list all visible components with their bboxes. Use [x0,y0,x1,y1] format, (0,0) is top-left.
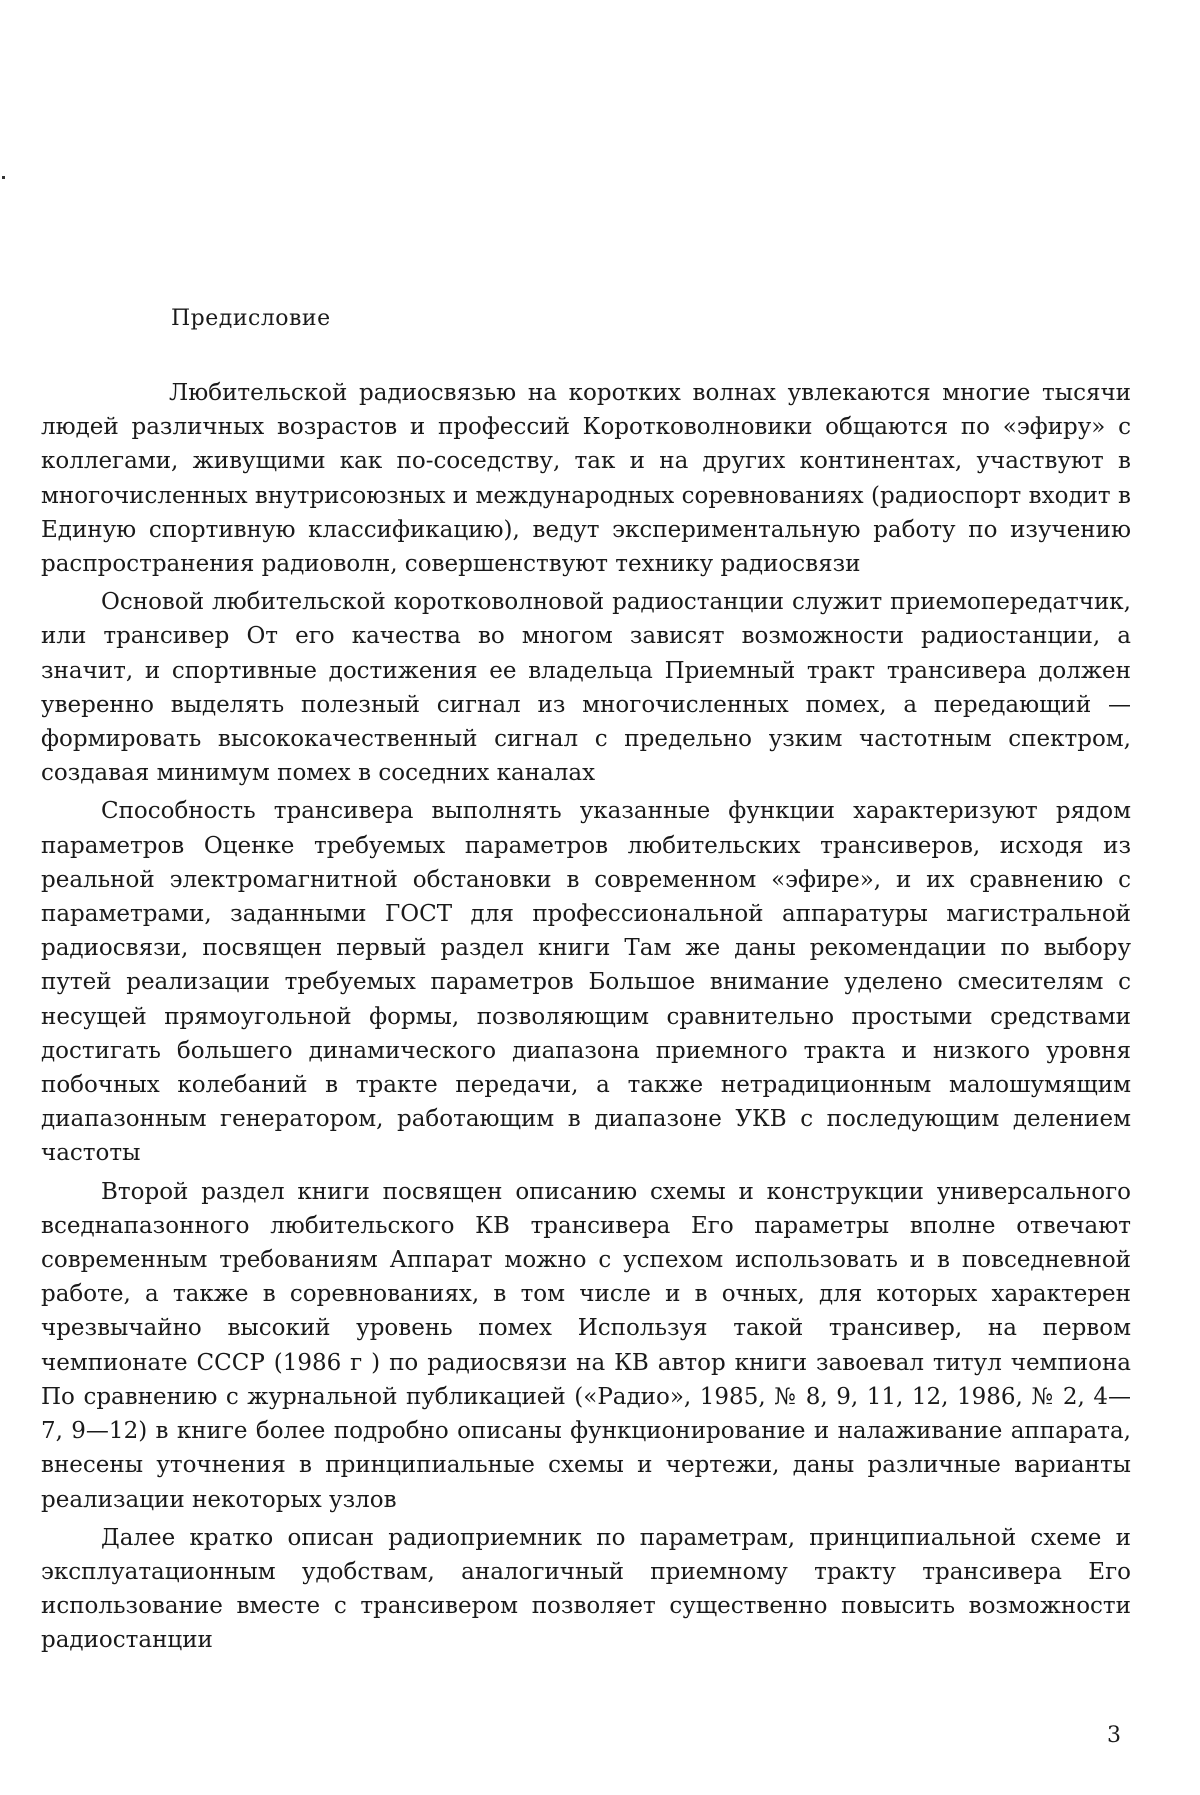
body-text [41,376,1131,1658]
paragraph-2: Основой любительской коротковолновой радиостанции служит приемопередатчик, или трансивер От его качества во многом зависят возможности радиостанции, а значит, и спортивные достижения ее владельца Приемный тракт трансивера должен уверенно выделять полезный сигнал из многочисленных помех, а передающий — формировать высококачественный сигнал с предельно узким частотным спектром, создавая минимум помех в соседних каналах [41,589,1131,787]
paragraph-3: Способность трансивера выполнять указанные функции характеризуют рядом параметров Оценке требуемых параметров любительских трансиверов, исходя из реальной электромагнитной обстановки в современном «эфире», и их сравнению с параметрами, заданными ГОСТ для профессиональной аппаратуры магистральной радиосвязи, посвящен первый раздел книги Там же даны рекомендации по выбору путей реализации требуемых параметров Большое внимание уделено смесителям с несущей прямоугольной формы, позволяющим сравнительно простыми средствами достигать большего динамического диапазона приемного тракта и низкого уровня побочных колебаний в тракте передачи, а также нетрадиционным малошумящим диапазонным генератором, работающим в диапазоне УКВ с последующим делением частоты [41,798,1131,1167]
scan-artifact [2,176,5,179]
paragraph-5: Далее кратко описан радиоприемник по параметрам, принципиальной схеме и эксплуатационным удобствам, аналогичный приемному тракту трансивера Его использование вместе с трансивером позволяет существенно повысить возможности радиостанции [41,1524,1131,1654]
page-number: 3 [1107,1723,1121,1748]
paragraph-4: Второй раздел книги посвящен описанию схемы и конструкции универсального вседнапазонного любительского КВ трансивера Его параметры вполне отвечают современным требованиям Аппарат можно с успехом использовать и в повседневной работе, а также в соревнованиях, в том числе и в очных, для которых характерен чрезвычайно высокий уровень помех Используя такой трансивер, на первом чемпионате СССР (1986 г ) по радиосвязи на КВ автор книги завоевал титул чемпиона По сравнению с журнальной публикацией («Радио», 1985, № 8, 9, 11, 12, 1986, № 2, 4—7, 9—12) в книге более подробно описаны функционирование и налаживание аппарата, внесены уточнения в принципиальные схемы и чертежи, даны различные варианты реализации некоторых узлов [41,1178,1131,1513]
section-heading: Предисловие [171,306,331,331]
paragraph-1: Любительской радиосвязью на коротких волнах увлекаются многие тысячи людей различных возрастов и профессий Коротковолновики общаются по «эфиру» с коллегами, живущими как по-соседству, так и на других континентах, участвуют в многочисленных внутрисоюзных и международных соревнованиях (радиоспорт входит в Единую спортивную классификацию), ведут экспериментальную работу по изучению распространения радиоволн, совершенствуют технику радиосвязи [41,380,1131,578]
